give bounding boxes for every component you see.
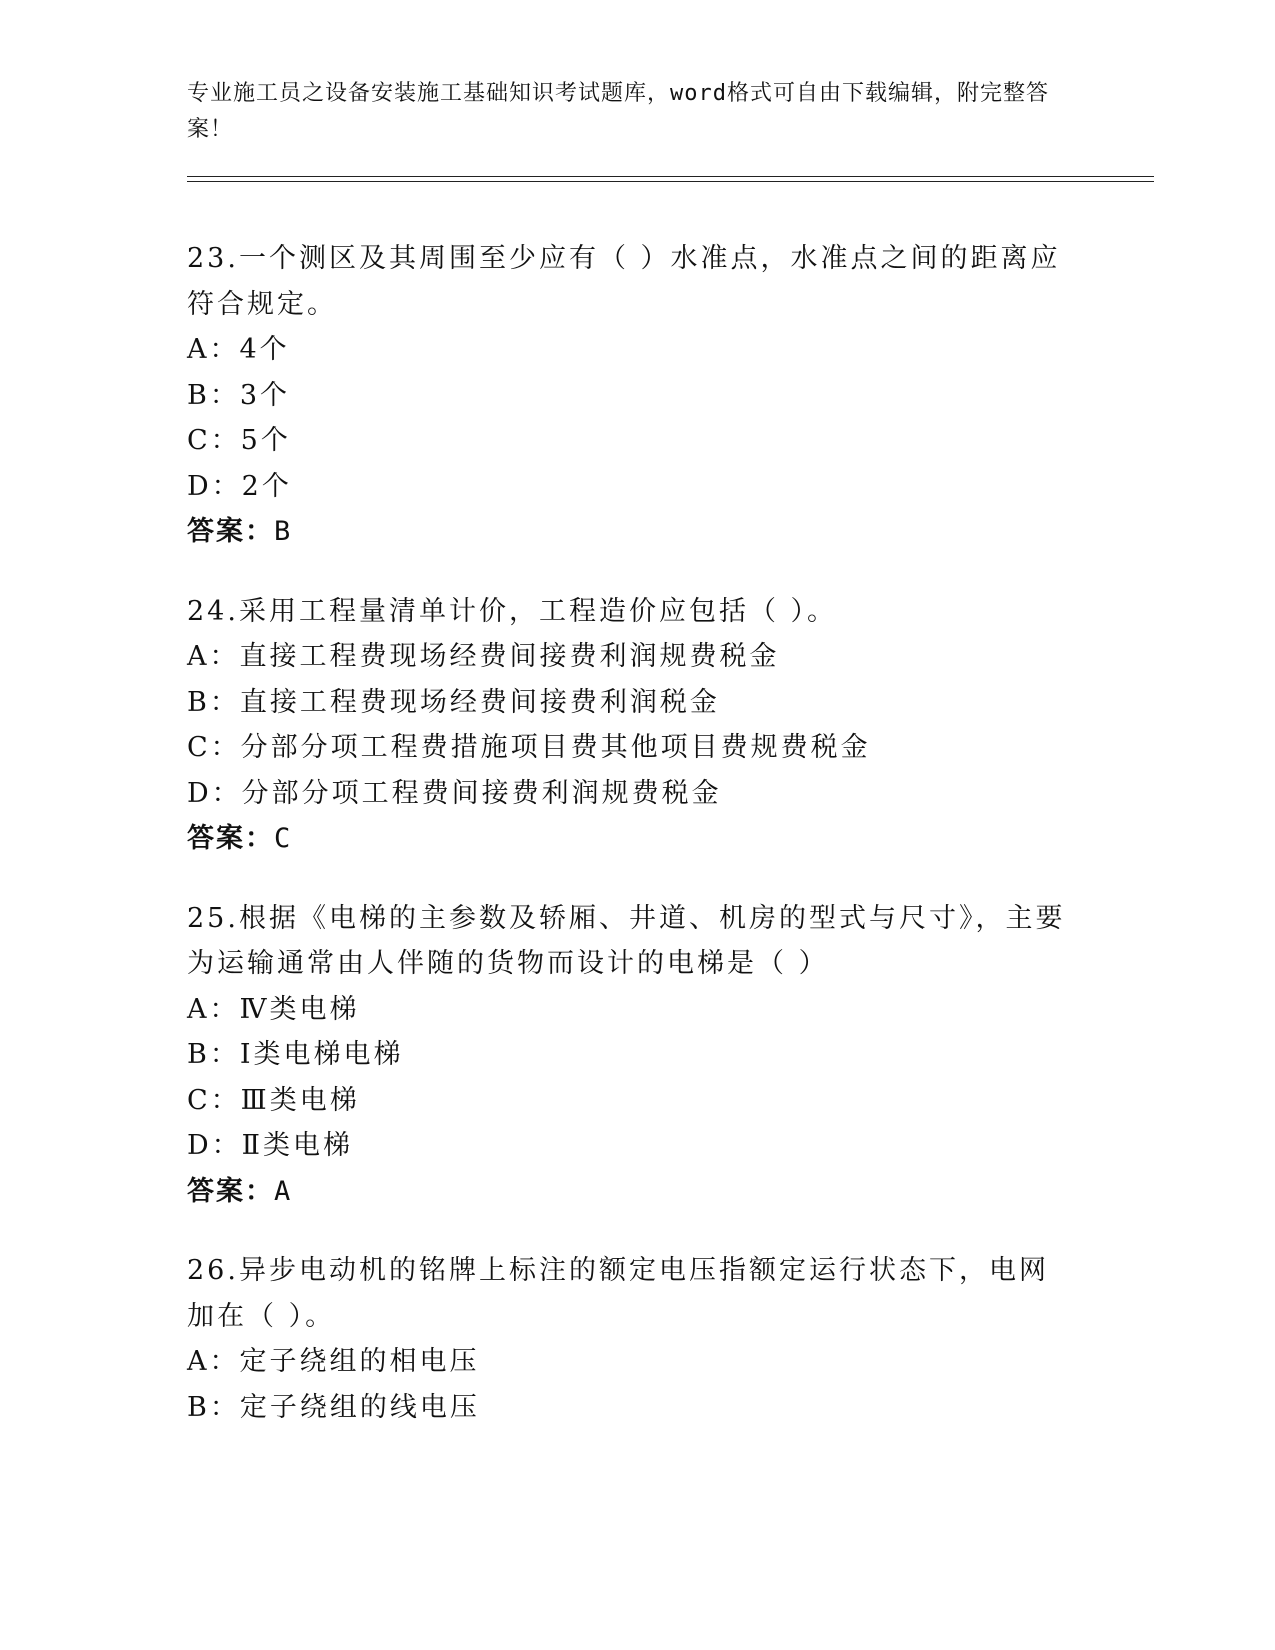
- question-25: [187, 896, 1087, 1215]
- option-a: A：4个: [187, 334, 290, 365]
- option-b: B：Ⅰ类电梯电梯: [187, 1039, 404, 1070]
- option-c: C：分部分项工程费措施项目费其他项目费规费税金: [187, 732, 871, 763]
- question-24: [187, 589, 1087, 862]
- question-26: [187, 1248, 1087, 1430]
- answer-line: [187, 816, 1087, 862]
- option-b: B：3个: [187, 379, 291, 411]
- answer-label: 答案：: [187, 516, 274, 547]
- option-c: C：Ⅲ类电梯: [187, 1084, 360, 1116]
- header-divider-top: [187, 176, 1154, 177]
- question-text: 23.一个测区及其周围至少应有（ ）水准点，水准点之间的距离应符合规定。: [187, 243, 1061, 320]
- option-b: B：定子绕组的线电压: [187, 1391, 480, 1423]
- document-header: 专业施工员之设备安装施工基础知识考试题库，word格式可自由下载编辑，附完整答案！: [187, 81, 1049, 142]
- answer-value: C: [274, 823, 293, 854]
- answer-line: [187, 1169, 1087, 1215]
- question-text: 26.异步电动机的铭牌上标注的额定电压指额定运行状态下，电网加在（ ）。: [187, 1255, 1049, 1332]
- option-b: B：直接工程费现场经费间接费利润税金: [187, 686, 720, 718]
- option-a: A：定子绕组的相电压: [187, 1346, 480, 1377]
- question-text: 25.根据《电梯的主参数及轿厢、井道、机房的型式与尺寸》，主要为运输通常由人伴随的货物而设计的电梯是（ ）: [187, 902, 1066, 979]
- option-d: D：2个: [187, 470, 292, 502]
- option-d: D：分部分项工程费间接费利润规费税金: [187, 777, 722, 809]
- answer-label: 答案：: [187, 823, 274, 854]
- option-a: A：直接工程费现场经费间接费利润规费税金: [187, 641, 780, 672]
- question-text: 24.采用工程量清单计价，工程造价应包括（ ）。: [187, 595, 838, 627]
- question-23: [187, 236, 1087, 555]
- option-d: D：Ⅱ类电梯: [187, 1130, 353, 1161]
- answer-value: B: [274, 516, 293, 547]
- answer-label: 答案：: [187, 1175, 274, 1207]
- option-a: A：Ⅳ类电梯: [187, 993, 360, 1025]
- answer-value: A: [274, 1175, 293, 1207]
- question-list: [187, 236, 1087, 1464]
- header-divider-bottom: [187, 181, 1154, 182]
- answer-line: [187, 509, 1087, 555]
- option-c: C：5个: [187, 425, 291, 456]
